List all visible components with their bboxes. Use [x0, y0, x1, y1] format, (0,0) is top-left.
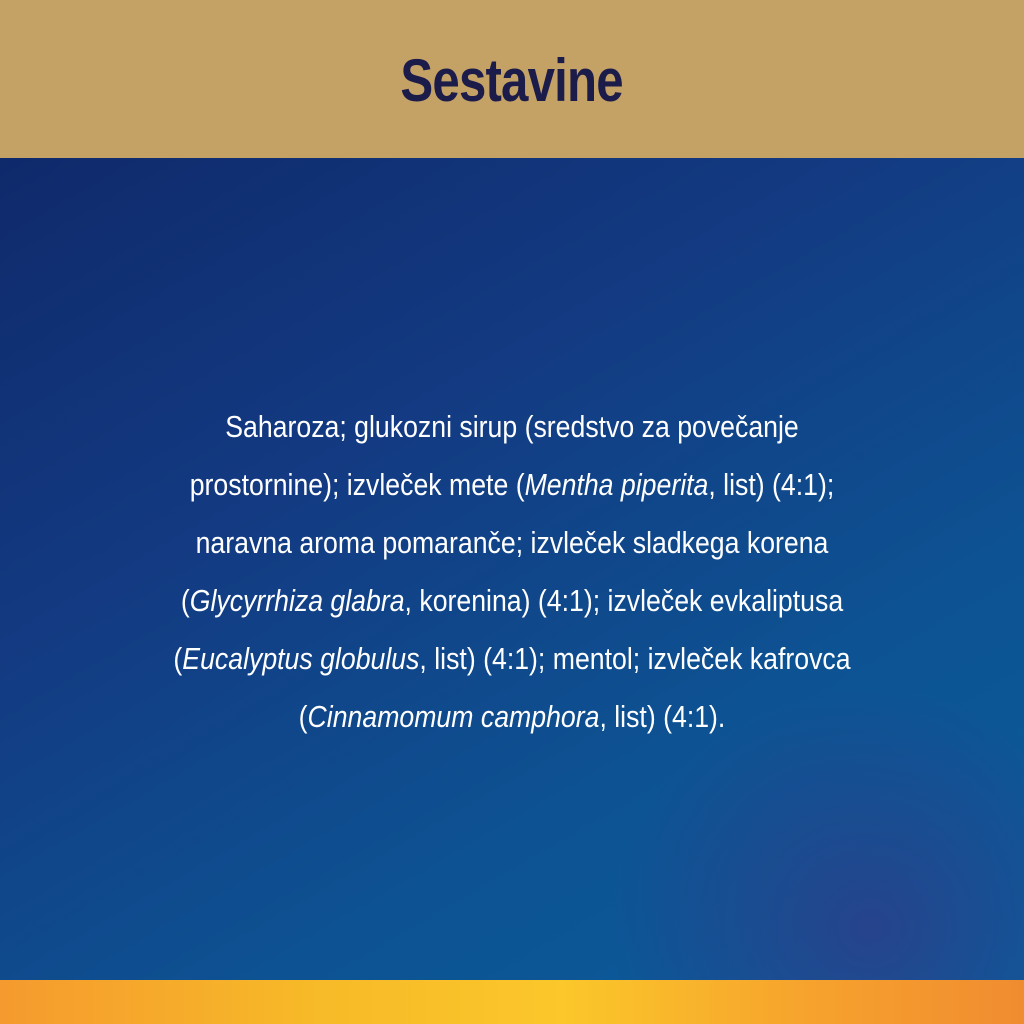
ingredients-text-part: , list) (4:1).	[599, 699, 726, 734]
latin-name-mentha: Mentha piperita	[524, 467, 709, 502]
latin-name-eucalyptus: Eucalyptus globulus	[182, 641, 420, 676]
footer-bar	[0, 980, 1024, 1024]
ingredients-text	[159, 398, 864, 746]
header-banner	[0, 0, 1024, 158]
ingredients-panel	[0, 158, 1024, 980]
ingredients-text-part: , list) (4:1); naravna aroma pomaranče; izvleček sladkega korena (	[180, 467, 835, 618]
page-title: Sestavine	[400, 46, 624, 114]
latin-name-cinnamomum: Cinnamomum camphora	[307, 699, 600, 734]
ingredients-text-part: Saharoza; glukozni sirup (sredstvo za povečanje prostornine); izvleček mete (	[189, 409, 799, 502]
latin-name-glycyrrhiza: Glycyrrhiza glabra	[189, 583, 405, 618]
ingredients-text-part: , list) (4:1); mentol; izvleček kafrovca (	[298, 641, 851, 734]
ingredients-text-part: , korenina) (4:1); izvleček evkaliptusa (	[173, 583, 844, 676]
